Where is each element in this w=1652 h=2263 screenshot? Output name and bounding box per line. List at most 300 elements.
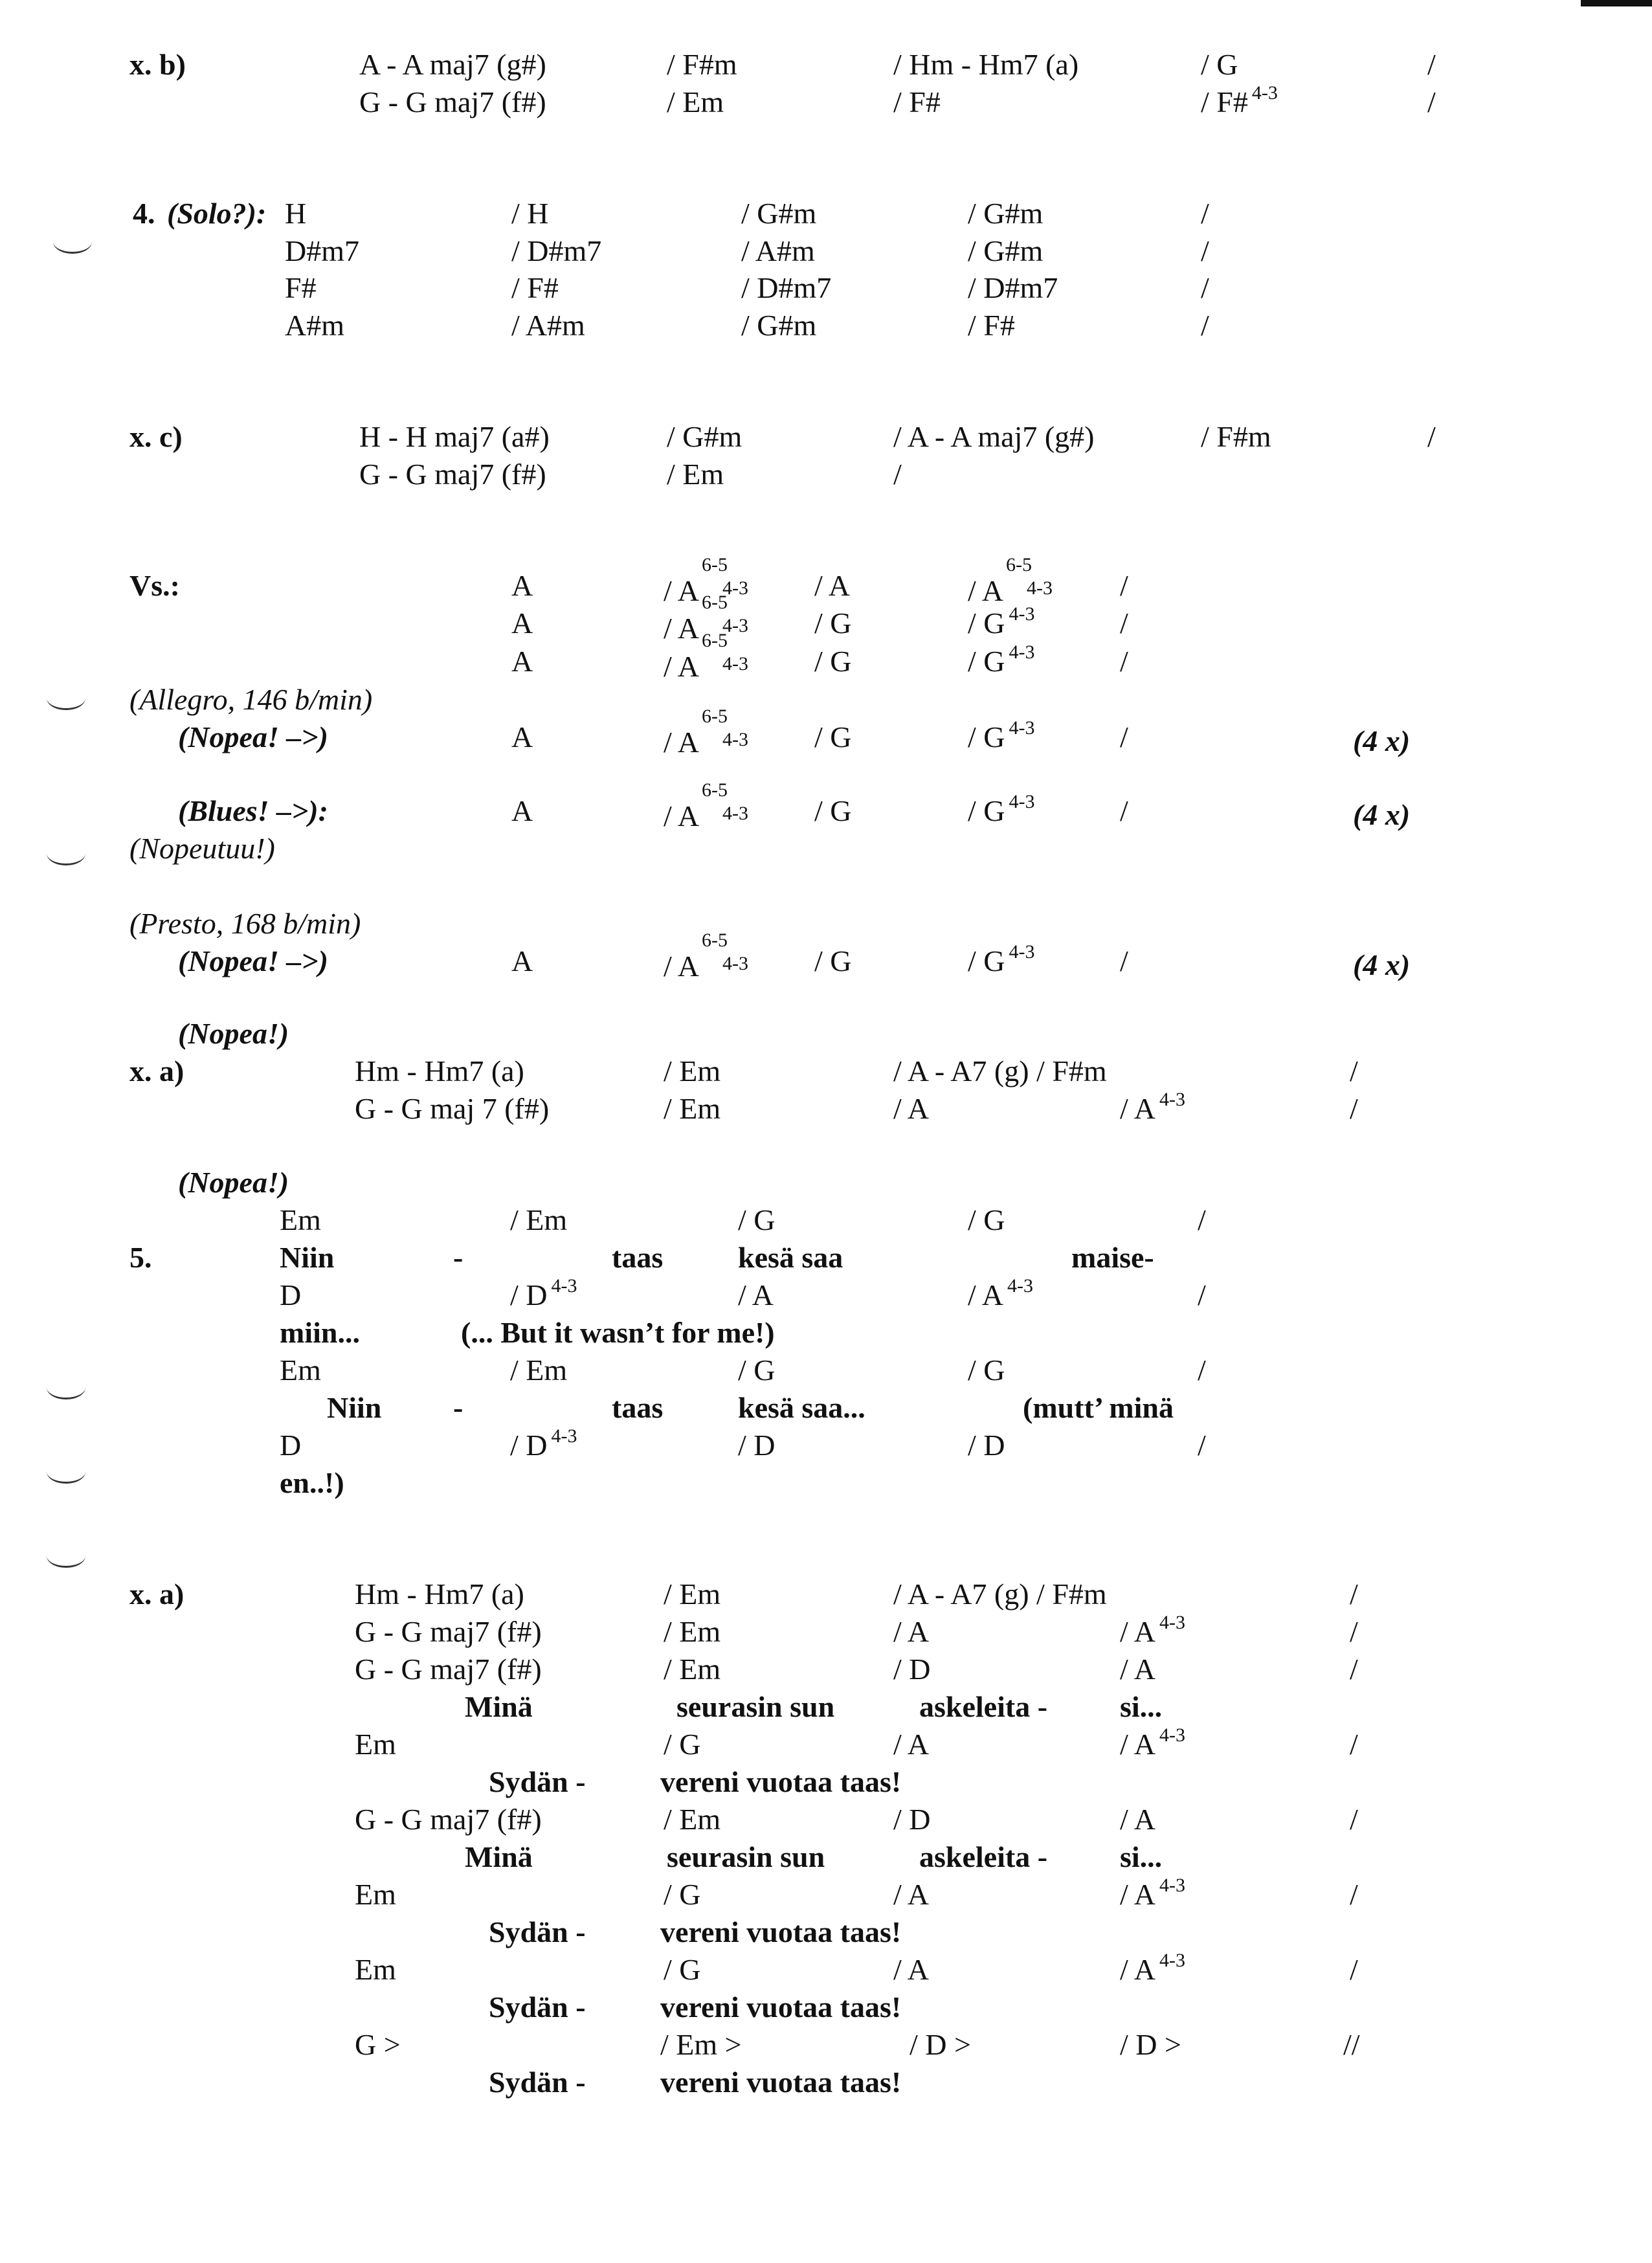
sheet-text — [893, 1617, 929, 1647]
sheet-text — [893, 1655, 931, 1684]
chord-or-lyric: / G — [968, 645, 1005, 678]
sheet-text — [814, 608, 852, 638]
sheet-text — [355, 1094, 549, 1124]
chord-or-lyric: / — [1350, 1728, 1358, 1761]
sheet-text — [178, 722, 328, 752]
chord-or-lyric: / F# — [893, 85, 941, 118]
sheet-text — [664, 630, 748, 683]
chord-or-lyric: / H — [511, 197, 549, 230]
chord-or-lyric: seurasin sun — [676, 1690, 835, 1723]
chord-figure-upper: 6-5 — [701, 930, 728, 951]
chord-or-lyric: / A — [893, 1615, 929, 1648]
chord-or-lyric: / — [1350, 1577, 1358, 1611]
chord-or-lyric: / F#m — [667, 48, 737, 81]
chord-or-lyric: / A — [664, 650, 699, 683]
chord-or-lyric: / G — [664, 1728, 701, 1761]
binder-hole-mark — [47, 1544, 85, 1568]
sheet-text — [489, 1992, 586, 2022]
chord-or-lyric: / A#m — [511, 309, 585, 342]
chord-or-lyric: G - G maj7 (f#) — [355, 1653, 542, 1686]
binder-hole-mark — [53, 230, 92, 254]
chord-or-lyric: askeleita - — [919, 1840, 1048, 1873]
binder-hole-mark — [47, 686, 85, 710]
chord-or-lyric: Sydän - — [489, 1915, 586, 1948]
chord-or-lyric: kesä saa... — [738, 1391, 865, 1424]
sheet-text — [510, 1205, 567, 1235]
chord-or-lyric: / G — [814, 645, 852, 678]
chord-superscript: 4-3 — [551, 1425, 577, 1447]
chord-superscript: 4-3 — [1159, 1612, 1185, 1633]
sheet-text — [664, 1094, 720, 1124]
chord-or-lyric: / F# — [511, 271, 559, 304]
sheet-text — [355, 1617, 542, 1647]
sheet-text — [1201, 236, 1209, 266]
sheet-text — [1120, 1612, 1185, 1648]
chord-or-lyric: / D — [510, 1429, 548, 1462]
sheet-text — [129, 1243, 152, 1273]
chord-superscript: 4-3 — [1159, 1089, 1185, 1110]
chord-or-lyric: / G#m — [741, 197, 817, 230]
sheet-text — [893, 1805, 931, 1834]
sheet-text — [1350, 1880, 1358, 1910]
sheet-text — [1120, 608, 1128, 638]
chord-or-lyric: / A — [968, 1278, 1003, 1311]
sheet-text — [910, 2030, 971, 2060]
sheet-text — [741, 199, 816, 229]
sheet-text — [1353, 950, 1410, 980]
sheet-text — [1343, 2030, 1360, 2060]
sheet-text — [1427, 422, 1436, 452]
sheet-text — [511, 236, 601, 266]
chord-or-lyric: / A#m — [741, 234, 815, 267]
sheet-text — [968, 717, 1035, 753]
sheet-text — [511, 647, 533, 676]
sheet-text — [1353, 726, 1410, 756]
sheet-text — [280, 1318, 360, 1348]
sheet-text — [667, 422, 742, 452]
chord-or-lyric: / D — [968, 1429, 1005, 1462]
chord-or-lyric: x. c) — [129, 420, 183, 453]
sheet-text — [893, 50, 1078, 80]
chord-or-lyric: / A - A maj7 (g#) — [893, 420, 1095, 453]
chord-or-lyric: taas — [612, 1241, 664, 1274]
chord-or-lyric: 5. — [129, 1241, 152, 1274]
chord-or-lyric: / D > — [1120, 2028, 1181, 2061]
sheet-text — [178, 796, 328, 826]
sheet-text — [1071, 1243, 1154, 1273]
chord-or-lyric: Hm - Hm7 (a) — [355, 1054, 524, 1087]
sheet-text — [1350, 1955, 1358, 1985]
sheet-text — [968, 236, 1043, 266]
chord-figure — [701, 630, 748, 676]
sheet-text — [968, 199, 1043, 229]
sheet-text — [676, 1692, 834, 1722]
chord-figure — [701, 930, 748, 976]
sheet-text — [664, 1880, 701, 1910]
chord-or-lyric: / — [1198, 1354, 1206, 1387]
sheet-text — [893, 422, 1095, 452]
chord-or-lyric: G > — [355, 2028, 401, 2061]
chord-or-lyric: vereni vuotaa taas! — [660, 2066, 902, 2099]
sheet-text — [285, 236, 359, 266]
sheet-text — [1350, 1094, 1358, 1124]
chord-figure-lower: 4-3 — [722, 803, 748, 824]
sheet-text — [667, 1842, 825, 1872]
chord-or-lyric: // — [1343, 2028, 1360, 2061]
chord-or-lyric: / A - A7 (g) / F#m — [893, 1577, 1107, 1611]
chord-or-lyric: / A — [664, 950, 699, 983]
sheet-text — [510, 1425, 577, 1462]
chord-or-lyric: / — [1427, 420, 1436, 453]
sheet-text — [968, 941, 1035, 977]
binder-hole-mark — [47, 842, 85, 865]
chord-or-lyric: / A — [738, 1278, 774, 1311]
chord-or-lyric: / A — [1120, 1953, 1155, 1986]
sheet-text — [129, 685, 372, 715]
chord-or-lyric: G - G maj7 (f#) — [355, 1615, 542, 1648]
chord-or-lyric: / — [1350, 1803, 1358, 1836]
sheet-text — [1120, 1805, 1155, 1834]
chord-or-lyric: (4 x) — [1353, 948, 1411, 981]
chord-or-lyric: A#m — [285, 309, 344, 342]
sheet-text — [511, 608, 533, 638]
chord-figure-upper: 6-5 — [701, 630, 728, 651]
chord-or-lyric: / A - A7 (g) / F#m — [893, 1054, 1107, 1087]
sheet-text — [453, 1393, 463, 1423]
sheet-text — [511, 273, 559, 303]
chord-or-lyric: seurasin sun — [667, 1840, 825, 1873]
chord-or-lyric: D — [280, 1278, 302, 1311]
chord-or-lyric: / — [1120, 645, 1128, 678]
chord-or-lyric: G - G maj 7 (f#) — [355, 1092, 550, 1125]
chord-or-lyric: / — [1120, 794, 1128, 827]
sheet-text — [1120, 1950, 1185, 1986]
chord-or-lyric: vereni vuotaa taas! — [660, 1765, 902, 1798]
chord-or-lyric: / G — [1201, 48, 1238, 81]
sheet-text — [359, 422, 550, 452]
sheet-text — [893, 460, 902, 489]
sheet-text — [1201, 199, 1209, 229]
sheet-text — [664, 1955, 701, 1985]
chord-or-lyric: / A — [1120, 1878, 1155, 1911]
chord-or-lyric: / — [1198, 1278, 1206, 1311]
sheet-text — [129, 422, 183, 452]
chord-or-lyric: / A — [664, 574, 699, 607]
chord-or-lyric: D#m7 — [285, 234, 359, 267]
sheet-text — [359, 87, 546, 117]
chord-figure-lower: 4-3 — [1026, 577, 1053, 599]
sheet-text — [167, 199, 266, 229]
sheet-text — [355, 1805, 542, 1834]
sheet-text — [511, 571, 533, 601]
chord-or-lyric: Em — [355, 1953, 396, 1986]
chord-or-lyric: (Nopea!) — [178, 1017, 289, 1050]
sheet-text — [280, 1243, 334, 1273]
sheet-text — [664, 1805, 720, 1834]
sheet-text — [660, 2068, 901, 2097]
sheet-text — [355, 1579, 524, 1609]
chord-or-lyric: / — [1201, 271, 1209, 304]
chord-or-lyric: G - G maj7 (f#) — [355, 1803, 542, 1836]
chord-or-lyric: / Em — [664, 1092, 721, 1125]
chord-superscript: 4-3 — [1007, 1275, 1033, 1297]
sheet-text — [511, 199, 549, 229]
chord-figure-upper: 6-5 — [701, 779, 728, 801]
chord-or-lyric: (Nopea!) — [178, 1166, 289, 1199]
sheet-text — [738, 1280, 774, 1310]
chord-or-lyric: - — [453, 1391, 463, 1424]
sheet-text — [664, 1655, 720, 1684]
chord-or-lyric: / — [893, 458, 902, 491]
sheet-text — [1201, 82, 1278, 118]
chord-or-lyric: Sydän - — [489, 1990, 586, 2023]
sheet-text — [893, 1094, 929, 1124]
chord-or-lyric: / G — [814, 944, 852, 977]
sheet-text — [893, 1056, 1107, 1086]
sheet-text — [741, 311, 816, 340]
sheet-text — [968, 641, 1035, 678]
sheet-text — [814, 647, 852, 676]
chord-superscript: 4-3 — [1159, 1724, 1185, 1746]
sheet-text — [280, 1280, 301, 1310]
binder-hole-mark — [47, 1460, 85, 1484]
sheet-text — [664, 706, 748, 759]
chord-or-lyric: / G — [664, 1953, 701, 1986]
chord-or-lyric: / Em > — [660, 2028, 742, 2061]
chord-or-lyric: / — [1120, 607, 1128, 640]
sheet-text — [968, 1431, 1005, 1460]
sheet-text — [1353, 800, 1410, 830]
sheet-text — [664, 1056, 720, 1086]
chord-or-lyric: / Em — [664, 1054, 721, 1087]
sheet-text — [1350, 1056, 1358, 1086]
chord-or-lyric: askeleita - — [919, 1690, 1048, 1723]
chord-or-lyric: vereni vuotaa taas! — [660, 1990, 902, 2023]
sheet-text — [1427, 87, 1436, 117]
chord-or-lyric: / A — [968, 574, 1003, 607]
sheet-text — [1023, 1393, 1174, 1423]
chord-figure-lower: 4-3 — [722, 729, 748, 750]
chord-or-lyric: / G#m — [968, 234, 1044, 267]
sheet-text — [511, 946, 533, 976]
chord-or-lyric: / F# — [968, 309, 1015, 342]
sheet-text — [178, 1168, 289, 1198]
sheet-text — [285, 199, 306, 229]
sheet-text — [612, 1243, 663, 1273]
chord-or-lyric: (Solo?): — [167, 197, 267, 230]
sheet-text — [968, 1355, 1005, 1385]
sheet-text — [1201, 422, 1271, 452]
chord-or-lyric: maise- — [1071, 1241, 1154, 1274]
chord-or-lyric: / — [1201, 309, 1209, 342]
sheet-text — [968, 311, 1015, 340]
sheet-text — [738, 1393, 865, 1423]
chord-or-lyric: / D#m7 — [511, 234, 602, 267]
chord-or-lyric: / A — [893, 1878, 929, 1911]
chord-or-lyric: / A — [1120, 1803, 1155, 1836]
sheet-text — [280, 1205, 321, 1235]
chord-or-lyric: A — [511, 607, 533, 640]
chord-or-lyric: / — [1350, 1615, 1358, 1648]
sheet-text — [511, 311, 585, 340]
chord-or-lyric: - — [453, 1241, 463, 1274]
sheet-text — [814, 946, 852, 976]
sheet-text — [355, 1955, 396, 1985]
sheet-text — [893, 1955, 929, 1985]
sheet-text — [660, 1917, 901, 1947]
chord-or-lyric: (... But it wasn’t for me!) — [461, 1316, 775, 1349]
chord-superscript: 4-3 — [1009, 791, 1035, 812]
sheet-text — [510, 1275, 577, 1311]
sheet-text — [1198, 1205, 1206, 1235]
chord-or-lyric: / A — [814, 569, 850, 602]
sheet-text — [1120, 1724, 1185, 1761]
chord-or-lyric: (mutt’ minä — [1023, 1391, 1174, 1424]
sheet-text — [741, 273, 831, 303]
chord-superscript: 4-3 — [1009, 603, 1035, 625]
chord-figure-lower: 4-3 — [722, 653, 748, 674]
chord-or-lyric: Em — [280, 1354, 321, 1387]
chord-or-lyric: / G — [968, 720, 1005, 753]
sheet-text — [129, 50, 186, 80]
sheet-text — [893, 1579, 1107, 1609]
chord-or-lyric: (Nopea! –>) — [178, 720, 328, 753]
chord-or-lyric: Em — [280, 1203, 321, 1236]
chord-or-lyric: / D — [893, 1653, 931, 1686]
chord-or-lyric: (Presto, 168 b/min) — [129, 907, 361, 940]
sheet-text — [453, 1243, 463, 1273]
sheet-text — [1350, 1730, 1358, 1759]
chord-or-lyric: A — [511, 569, 533, 602]
chord-figure-upper: 6-5 — [701, 706, 728, 727]
sheet-text — [660, 2030, 742, 2060]
chord-or-lyric: / G — [814, 794, 852, 827]
sheet-text — [667, 460, 724, 489]
chord-figure — [1005, 554, 1053, 601]
sheet-text — [660, 1992, 901, 2022]
chord-or-lyric: x. a) — [129, 1054, 184, 1087]
sheet-text — [893, 1880, 929, 1910]
sheet-text — [1198, 1280, 1206, 1310]
chord-or-lyric: / A — [664, 726, 699, 759]
sheet-text — [510, 1355, 567, 1385]
chord-or-lyric: / G#m — [667, 420, 742, 453]
sheet-text — [814, 722, 852, 752]
sheet-text — [1120, 796, 1128, 826]
chord-figure — [701, 706, 748, 752]
chord-or-lyric: / Em — [664, 1577, 721, 1611]
chord-or-lyric: A — [511, 720, 533, 753]
chord-or-lyric: H - H maj7 (a#) — [359, 420, 550, 453]
chord-or-lyric: G - G maj7 (f#) — [359, 85, 546, 118]
sheet-text — [1120, 1692, 1162, 1722]
sheet-text — [612, 1393, 663, 1423]
sheet-text — [129, 1579, 184, 1609]
sheet-text — [664, 930, 748, 983]
chord-figure-upper: 6-5 — [701, 592, 728, 613]
sheet-text — [893, 87, 941, 117]
chord-figure-upper: 6-5 — [701, 554, 728, 575]
chord-or-lyric: F# — [285, 271, 317, 304]
sheet-text — [1427, 50, 1436, 80]
chord-figure-lower: 4-3 — [722, 615, 748, 636]
chord-or-lyric: / G — [968, 794, 1005, 827]
chord-or-lyric: / — [1120, 944, 1128, 977]
sheet-text — [489, 1767, 586, 1797]
chord-or-lyric: (4 x) — [1353, 724, 1411, 757]
chord-or-lyric: / D — [893, 1803, 931, 1836]
chord-or-lyric: / D — [510, 1278, 548, 1311]
chord-or-lyric: si... — [1120, 1690, 1163, 1723]
sheet-text — [178, 1019, 289, 1049]
sheet-text — [1120, 1655, 1155, 1684]
chord-or-lyric: Niin — [327, 1391, 382, 1424]
sheet-text — [1120, 2030, 1181, 2060]
chord-or-lyric: / Em — [510, 1203, 568, 1236]
sheet-text — [1350, 1617, 1358, 1647]
chord-or-lyric: / — [1350, 1653, 1358, 1686]
sheet-text — [1350, 1579, 1358, 1609]
chord-or-lyric: / A — [1120, 1615, 1155, 1648]
sheet-text — [1198, 1431, 1206, 1460]
chord-or-lyric: Vs.: — [129, 569, 180, 602]
sheet-text — [285, 273, 317, 303]
chord-or-lyric: / A — [893, 1092, 929, 1125]
scan-corner-mark — [1581, 0, 1652, 6]
sheet-text — [667, 50, 737, 80]
chord-or-lyric: / Em — [664, 1803, 721, 1836]
chord-superscript: 4-3 — [1009, 717, 1035, 739]
sheet-text — [327, 1393, 381, 1423]
chord-or-lyric: / A — [1120, 1653, 1155, 1686]
chord-or-lyric: (Blues! –>): — [178, 794, 328, 827]
chord-or-lyric: A — [511, 944, 533, 977]
chord-or-lyric: (Nopea! –>) — [178, 944, 328, 977]
sheet-text — [133, 199, 155, 229]
chord-or-lyric: / Em — [667, 85, 724, 118]
sheet-text — [1120, 722, 1128, 752]
chord-or-lyric: (4 x) — [1353, 798, 1411, 831]
chord-or-lyric: / G — [738, 1354, 776, 1387]
chord-or-lyric: / A — [893, 1728, 929, 1761]
chord-or-lyric: x. a) — [129, 1577, 184, 1611]
chord-or-lyric: / D — [738, 1429, 776, 1462]
sheet-text — [1201, 50, 1238, 80]
chord-or-lyric: / Em — [667, 458, 724, 491]
sheet-text — [489, 2068, 586, 2097]
chord-or-lyric: / G — [814, 607, 852, 640]
sheet-text — [285, 311, 344, 340]
sheet-text — [1350, 1655, 1358, 1684]
sheet-text — [741, 236, 815, 266]
sheet-text — [968, 273, 1058, 303]
chord-or-lyric: Minä — [465, 1690, 533, 1723]
sheet-text — [814, 796, 852, 826]
chord-or-lyric: / G#m — [968, 197, 1044, 230]
chord-superscript: 4-3 — [1159, 1875, 1185, 1896]
chord-or-lyric: taas — [612, 1391, 664, 1424]
chord-or-lyric: (Allegro, 146 b/min) — [129, 683, 373, 716]
sheet-text — [893, 1730, 929, 1759]
sheet-text — [1350, 1805, 1358, 1834]
sheet-text — [968, 791, 1035, 827]
sheet-text — [465, 1692, 533, 1722]
chord-superscript: 4-3 — [1009, 641, 1035, 663]
sheet-text — [667, 87, 724, 117]
chord-or-lyric: / Hm - Hm7 (a) — [893, 48, 1079, 81]
sheet-text — [465, 1842, 533, 1872]
chord-figure-lower: 4-3 — [722, 953, 748, 974]
